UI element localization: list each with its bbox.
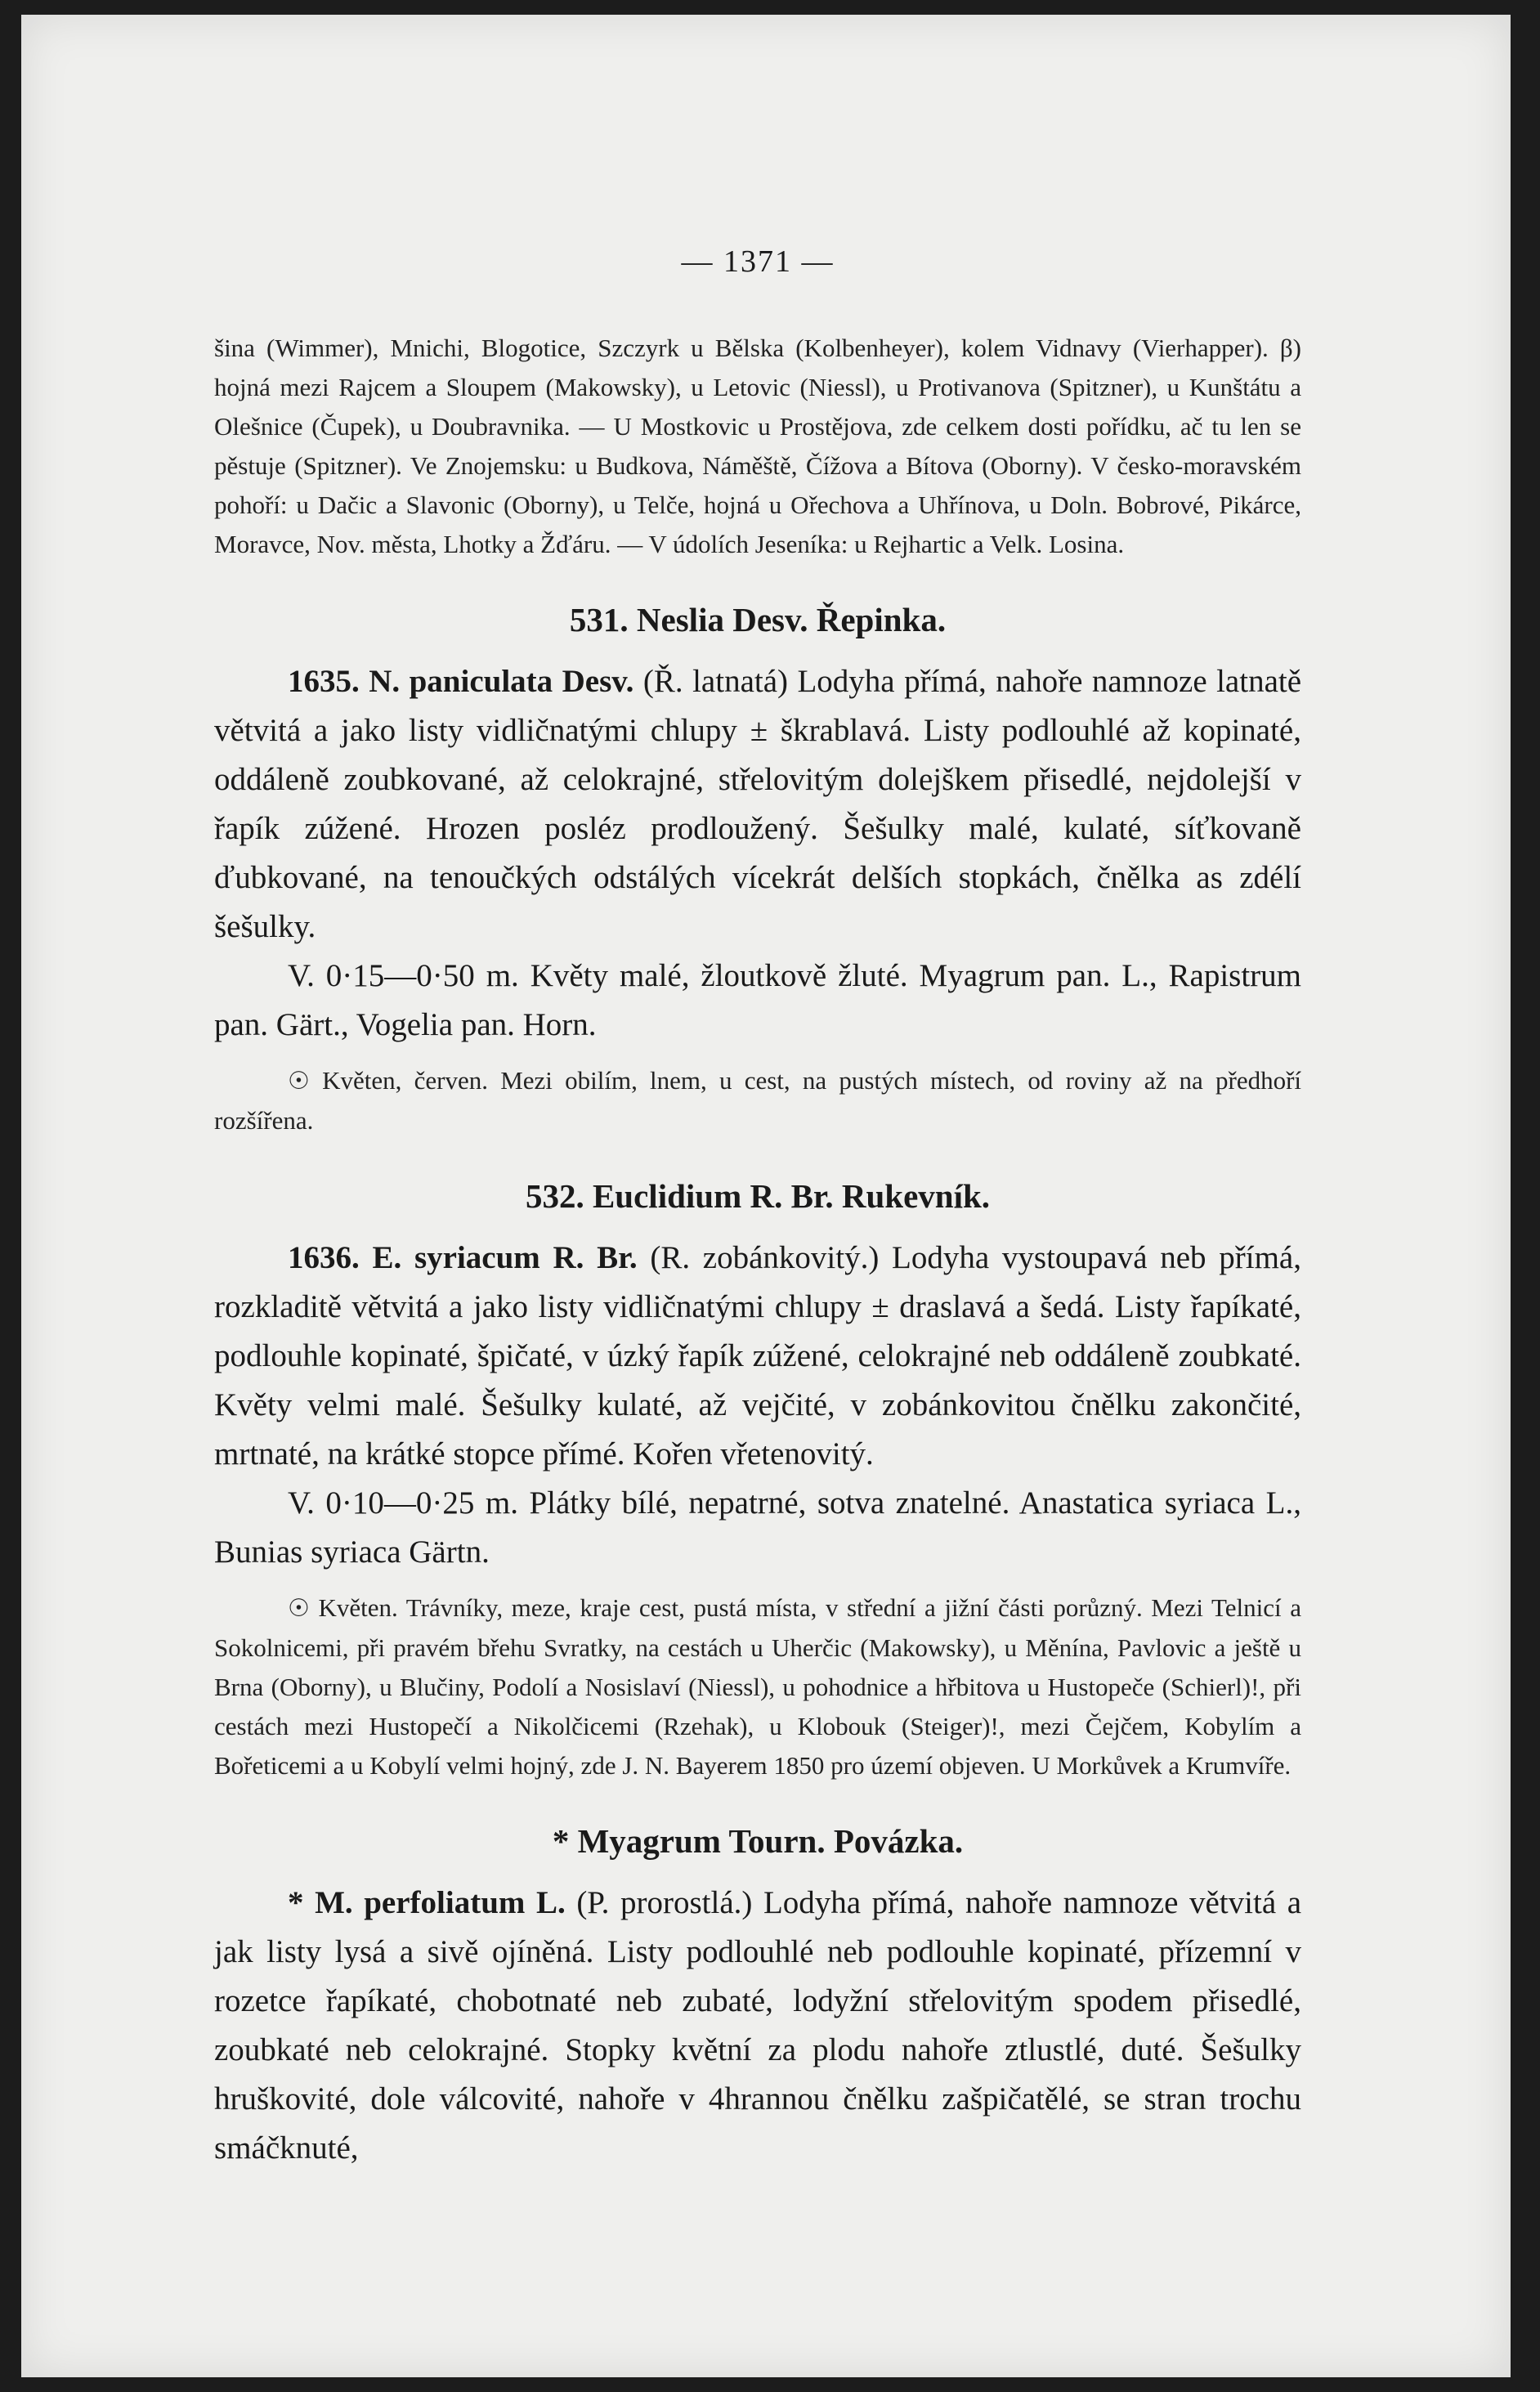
species-entry-neslia-paniculata xyxy=(214,657,1301,952)
annual-symbol-icon: ☉ xyxy=(288,1595,310,1622)
entry-number: * xyxy=(288,1885,304,1920)
entry-number: 1636. xyxy=(288,1240,360,1275)
species-entry-myagrum-perfoliatum xyxy=(214,1879,1301,2173)
entry-number: 1635. xyxy=(288,664,360,699)
habitat-text: Květen, červen. Mezi obilím, lnem, u cest, na pustých místech, od roviny až na předhoří rozšířena. xyxy=(214,1066,1302,1135)
species-description: (R. zobánkovitý.) Lodyha vystoupavá neb přímá, rozkladitě větvitá a jako listy vidličnatými chlupy ± draslavá a šedá. Listy řapíkaté, podlouhle kopinaté, špičaté, v úzký řapík zúžené, celokrajné neb oddáleně zoubkaté. Květy velmi malé. Šešulky kulaté, až vejčité, v zobánkovitou čnělku zakončité, mrtnaté, na krátké stopce přímé. Kořen vřetenovitý. xyxy=(214,1240,1301,1471)
size-line: V. 0·15—0·50 m. Květy malé, žloutkově žluté. Myagrum pan. L., Rapistrum pan. Gärt., Vogelia pan. Horn. xyxy=(214,958,1301,1042)
book-page xyxy=(21,15,1511,2377)
species-name: E. syriacum R. Br. xyxy=(372,1240,638,1275)
habitat-note xyxy=(214,1061,1301,1140)
species-entry-euclidium-syriacum xyxy=(214,1234,1301,1479)
genus-heading-euclidium: 532. Euclidium R. Br. Rukevník. xyxy=(525,1177,991,1215)
species-name: M. perfoliatum L. xyxy=(315,1885,566,1920)
page-number: — 1371 — xyxy=(681,244,835,279)
genus-heading-neslia: 531. Neslia Desv. Řepinka. xyxy=(569,601,947,638)
genus-heading-myagrum: * Myagrum Tourn. Povázka. xyxy=(552,1822,964,1860)
species-description: (P. prorostlá.) Lodyha přímá, nahoře namnoze větvitá a jak listy lysá a sivě ojíněná. Listy podlouhlé neb podlouhle kopinaté, přízemní v rozetce řapíkaté, chobotnaté neb zubaté, lodyžní střelovitým spodem přisedlé, zoubkaté neb celokrajné. Stopky květní za plodu nahoře ztlustlé, duté. Šešulky hruškovité, dole válcovité, nahoře v 4hrannou čnělku zašpičatělé, se stran trochu smáčknuté, xyxy=(214,1885,1302,2166)
intro-paragraph: šina (Wimmer), Mnichi, Blogotice, Szczyrk u Bělska (Kolbenheyer), kolem Vidnavy (Vierhapper). β) hojná mezi Rajcem a Sloupem (Makowsky), u Letovic (Niessl), u Protivanova (Spitzner), u Kunštátu a Olešnice (Čupek), u Doubravnika. — U Mostkovic u Prostějova, zde celkem dosti pořídku, ač tu len se pěstuje (Spitzner). Ve Znojemsku: u Budkova, Náměště, Čížova a Bítova (Oborny). V česko-moravském pohoří: u Dačic a Slavonic (Oborny), u Telče, hojná u Ořechova a Uhřínova, u Doln. Bobrové, Pikárce, Moravce, Nov. města, Lhotky a Žďáru. — V údolích Jeseníka: u Rejhartic a Velk. Losina. xyxy=(214,334,1301,558)
species-name: N. paniculata Desv. xyxy=(369,664,634,699)
species-description: (Ř. latnatá) Lodyha přímá, nahoře namnoze latnatě větvitá a jako listy vidličnatými chlupy ± škrablavá. Listy podlouhlé až kopinaté, oddáleně zoubkované, až celokrajné, střelovitým dolejškem přisedlé, nejdolejší v řapík zúžené. Hrozen posléz prodloužený. Šešulky malé, kulaté, síťkovaně ďubkované, na tenoučkých odstálých vícekrát delších stopkách, čnělka as zdélí šešulky. xyxy=(214,664,1302,944)
page-content xyxy=(214,244,1301,2173)
size-line: V. 0·10—0·25 m. Plátky bílé, nepatrné, sotva znatelné. Anastatica syriaca L., Bunias syriaca Gärtn. xyxy=(214,1485,1301,1570)
habitat-text: Květen. Trávníky, meze, kraje cest, pustá místa, v střední a jižní části porůzný. Mezi Telnicí a Sokolnicemi, při pravém břehu Svratky, na cestách u Uherčic (Makowsky), u Měnína, Pavlovic a ještě u Brna (Oborny), u Blučiny, Podolí a Nosislaví (Niessl), u pohodnice a hřbitova u Hustopeče (Schierl)!, při cestách mezi Hustopečí a Nikolčicemi (Rzehak), u Klobouk (Steiger)!, mezi Čejčem, Kobylím a Bořeticemi a u Kobylí velmi hojný, zde J. N. Bayerem 1850 pro území objeven. U Morkůvek a Krumvíře. xyxy=(214,1593,1301,1780)
annual-symbol-icon: ☉ xyxy=(288,1068,310,1095)
habitat-note xyxy=(214,1588,1301,1785)
